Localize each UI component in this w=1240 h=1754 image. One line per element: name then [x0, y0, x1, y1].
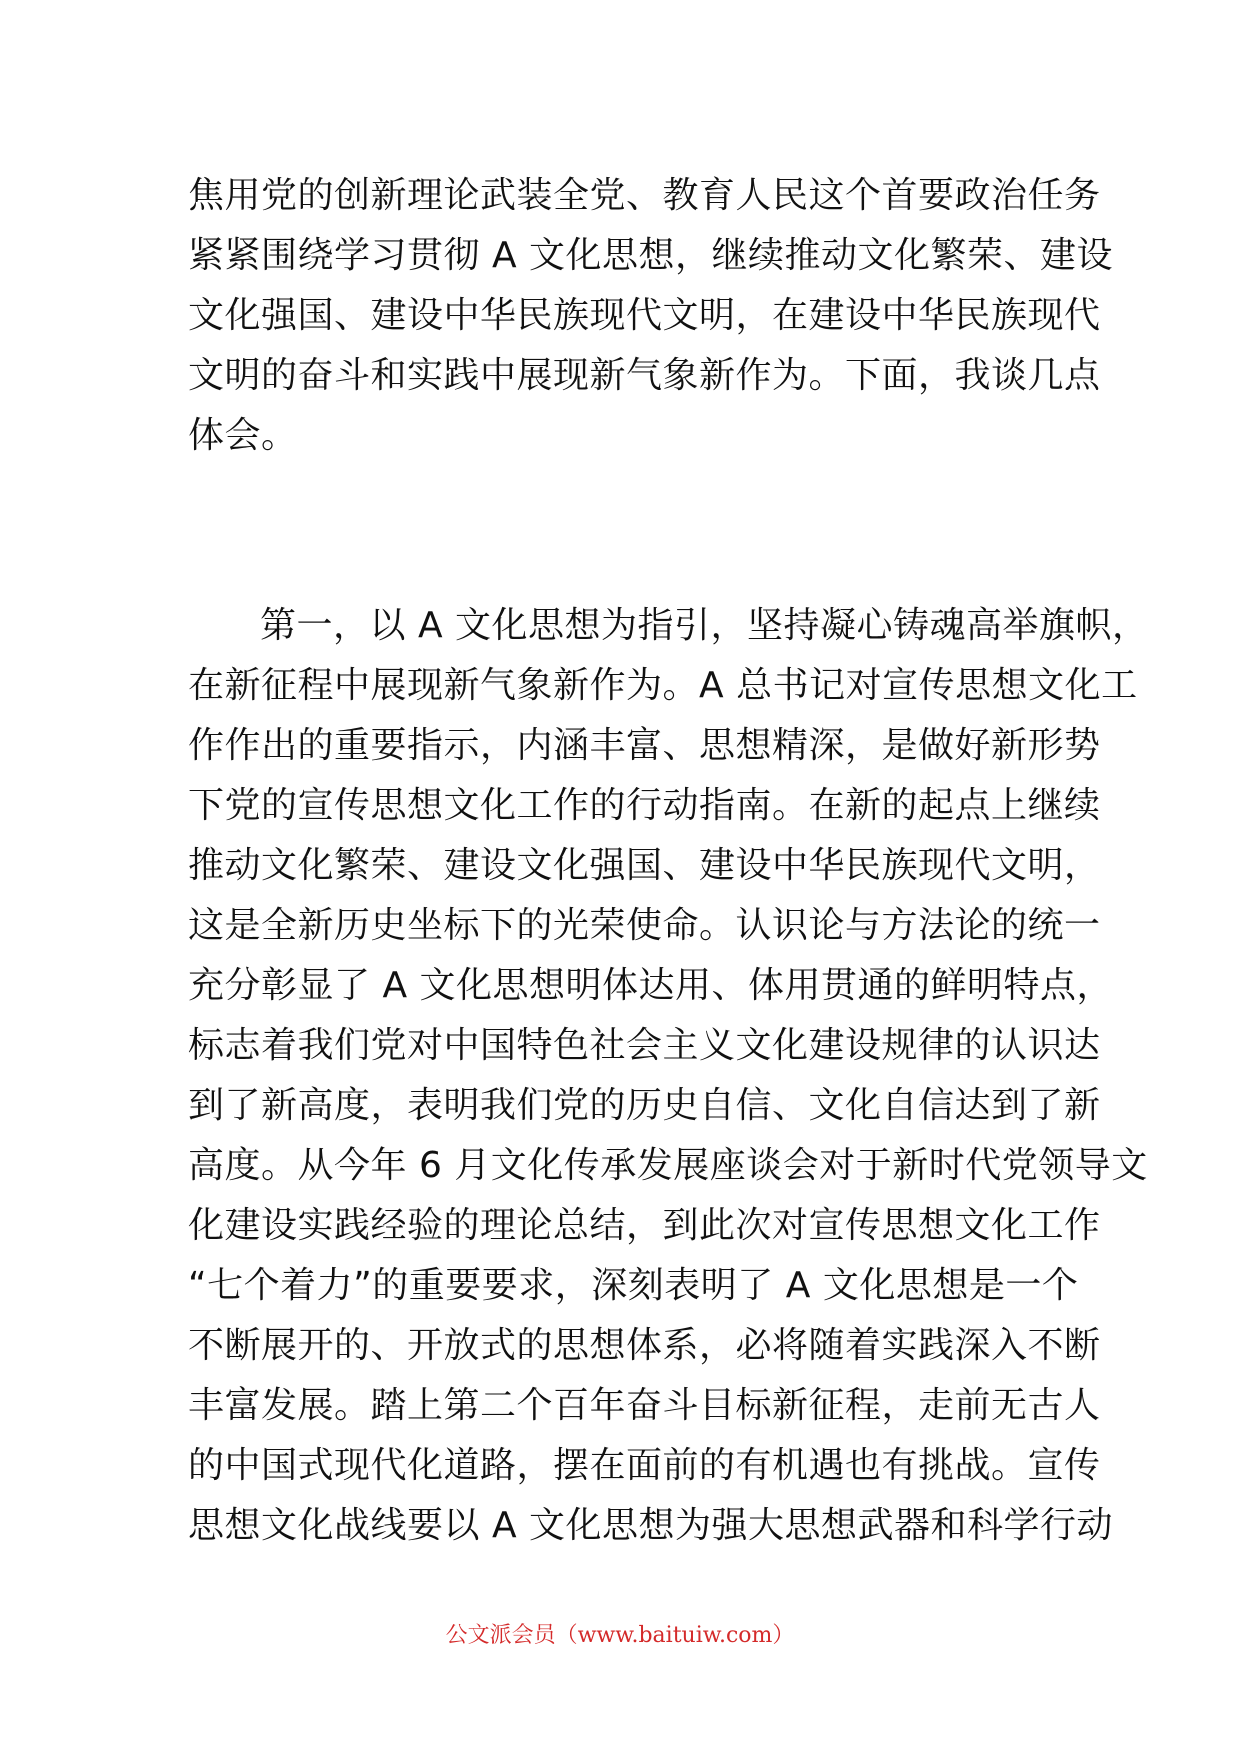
- text-line: 下党的宣传思想文化工作的行动指南。在新的起点上继续: [188, 785, 1101, 826]
- footer-watermark: 公文派会员（www.baituiw.com）: [445, 1623, 795, 1648]
- text-line: 丰富发展。踏上第二个百年奋斗目标新征程，走前无古人: [188, 1385, 1101, 1426]
- paragraph-1: [188, 166, 1114, 466]
- text-line: 充分彰显了 A 文化思想明体达用、体用贯通的鲜明特点，: [188, 965, 1114, 1006]
- text-line: 化建设实践经验的理论总结，到此次对宣传思想文化工作: [188, 1205, 1101, 1246]
- text-line: “七个着力”的重要要求，深刻表明了 A 文化思想是一个: [188, 1265, 1079, 1306]
- text-line: 到了新高度，表明我们党的历史自信、文化自信达到了新: [188, 1085, 1101, 1126]
- text-line: 高度。从今年 6 月文化传承发展座谈会对于新时代党领导文: [188, 1145, 1148, 1186]
- text-line: 推动文化繁荣、建设文化强国、建设中华民族现代文明，: [188, 845, 1101, 886]
- text-line: 在新征程中展现新气象新作为。A 总书记对宣传思想文化工: [188, 665, 1138, 706]
- text-line: 文明的奋斗和实践中展现新气象新作为。下面，我谈几点: [188, 355, 1101, 396]
- paragraph-spacer: [188, 466, 1068, 596]
- body-text: [188, 166, 1149, 1556]
- text-line: 紧紧围绕学习贯彻 A 文化思想，继续推动文化繁荣、建设: [188, 235, 1114, 276]
- text-line: 体会。: [188, 415, 298, 456]
- text-line: 这是全新历史坐标下的光荣使命。认识论与方法论的统一: [188, 905, 1101, 946]
- text-line: 焦用党的创新理论武装全党、教育人民这个首要政治任务: [188, 175, 1101, 216]
- text-line: 文化强国、建设中华民族现代文明，在建设中华民族现代: [188, 295, 1101, 336]
- text-line: 作作出的重要指示，内涵丰富、思想精深，是做好新形势: [188, 725, 1101, 766]
- paragraph-2: [188, 596, 1149, 1556]
- text-line: 不断展开的、开放式的思想体系，必将随着实践深入不断: [188, 1325, 1101, 1366]
- text-line: 第一，以 A 文化思想为指引，坚持凝心铸魂高举旗帜，: [260, 605, 1149, 646]
- text-line: 的中国式现代化道路，摆在面前的有机遇也有挑战。宣传: [188, 1445, 1101, 1486]
- text-line: 标志着我们党对中国特色社会主义文化建设规律的认识达: [188, 1025, 1101, 1066]
- text-line: 思想文化战线要以 A 文化思想为强大思想武器和科学行动: [188, 1505, 1114, 1546]
